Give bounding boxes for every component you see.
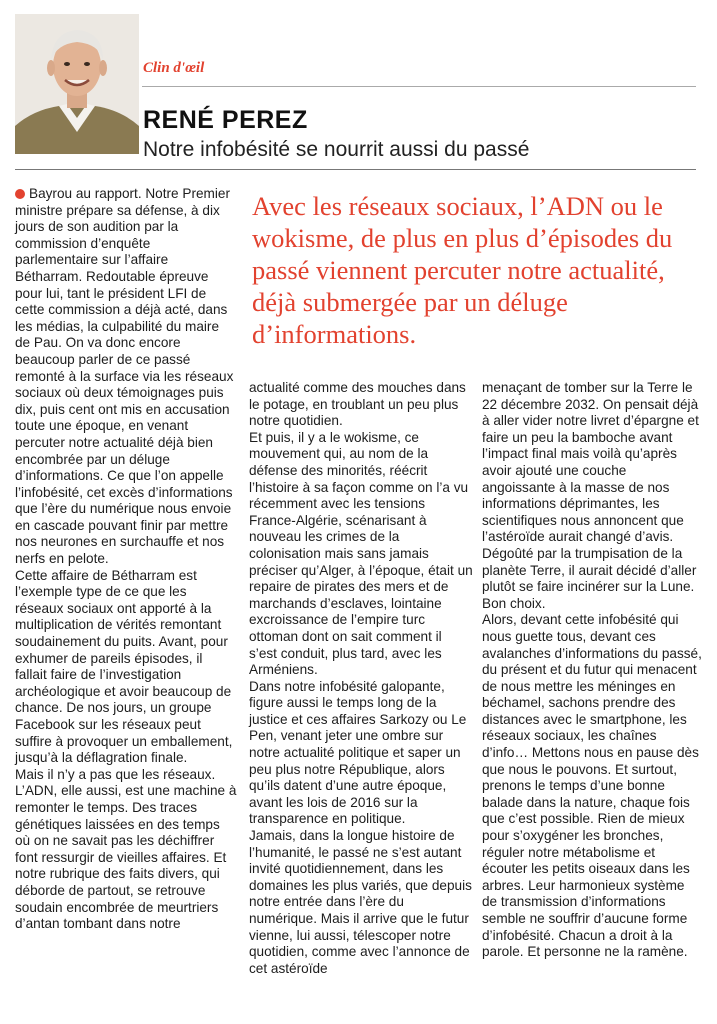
- paragraph-text: Bayrou au rapport. Notre Premier ministre prépare sa défense, à dix jours de son audition par la commission d’enquête parlementaire sur l’affaire Bétharram. Redoutable épreuve pour lui, tant le président LFI de cette commission a déjà acté, dans les médias, la culpabilité du maire de Pau. On va donc encore beaucoup parler de ce passé remonté à la surface via les réseaux sociaux où deux témoignages puis dix, puis cent ont mis en accusation toute une époque, en venant percuter notre actualité déjà bien encombrée par un déluge d’informations. Ce que l’on appelle l’infobésité, cet excès d’informations que l’ère du numérique nous envoie en cascade pouvant finir par mettre nos neurones en surchauffe et nos nerfs en pelote.: [15, 186, 234, 567]
- section-divider: [15, 169, 696, 170]
- article-headline: Notre infobésité se nourrit aussi du passé: [143, 138, 530, 161]
- bullet-dot-icon: [15, 189, 25, 199]
- pull-quote: Avec les réseaux sociaux, l’ADN ou le wokisme, de plus en plus d’épisodes du passé viennent percuter notre actualité, déjà submergée par un déluge d’informations.: [252, 191, 673, 349]
- paragraph: [15, 186, 237, 568]
- paragraph: Dans notre infobésité galopante, figure aussi le temps long de la justice et ces affaires Sarkozy ou Le Pen, venant jeter une ombre sur notre actualité politique et saper un peu plus notre République, alors qu’ils datent d’une autre époque, avant les lois de 2016 sur la transparence en politique.: [249, 678, 467, 827]
- paragraph: Mais il n’y a pas que les réseaux. L’ADN, elle aussi, est une machine à remonter le temps. Des traces génétiques laissées en des temps où on ne savait pas les déchiffrer font ressurgir de vieilles affaires. Et notre rubrique des faits divers, qui déborde de partout, se retrouve soudain encombrée de meurtriers d’antan tombant dans notre: [15, 766, 237, 932]
- article-column-1: [15, 186, 237, 933]
- section-tag: Clin d'œil: [143, 60, 205, 76]
- paragraph: actualité comme des mouches dans le potage, en troublant un peu plus notre quotidien.: [249, 380, 466, 429]
- article-column-2: [249, 380, 473, 977]
- paragraph: Jamais, dans la longue histoire de l’humanité, le passé ne s’est autant invité quotidiennement, dans les domaines les plus variés, que depuis notre entrée dans l’ère du numérique. Mais il arrive que le futur vienne, lui aussi, télescoper notre quotidien, comme avec l’annonce de cet astéroïde: [249, 828, 472, 976]
- paragraph: menaçant de tomber sur la Terre le 22 décembre 2032. On pensait déjà à aller vider notre livret d’épargne et faire un peu la bamboche avant l’impact final mais voilà qu’après avoir ajouté une couche angoissante à la masse de nos informations déprimantes, les scientifiques nous annoncent que l’astéroïde aurait changé d’avis. Dégoûté par la trumpisation de la planète Terre, il aurait décidé d’aller plutôt se faire incinérer sur la Lune. Bon choix.: [482, 380, 699, 611]
- header-divider: [142, 86, 696, 87]
- paragraph: Cette affaire de Bétharram est l’exemple type de ce que les réseaux sociaux ont apporté à la multiplication de vérités remontant soudainement du puits. Avant, pour exhumer de pareils épisodes, il fallait faire de l’investigation archéologique et avoir beaucoup de chance. De nos jours, un groupe Facebook sur les réseaux peut suffire à provoquer un emballement, jusqu’à la déflagration finale.: [15, 567, 233, 766]
- author-photo: [15, 14, 139, 154]
- paragraph: Et puis, il y a le wokisme, ce mouvement qui, au nom de la défense des minorités, réécrit l’histoire à sa façon comme on l’a vu récemment avec les tensions France-Algérie, scénarisant à nouveau les crimes de la colonisation mais sans jamais préciser qu’Alger, à l’époque, était un repaire de pirates des mers et de marchands d’esclaves, lointaine excroissance de l’empire turc ottoman dont on sait comment il s’est conduit, plus tard, avec les Arméniens.: [249, 429, 473, 678]
- article-column-3: [482, 380, 702, 961]
- author-name: RENÉ PEREZ: [143, 106, 308, 134]
- paragraph: Alors, devant cette infobésité qui nous guette tous, devant ces avalanches d’informations du passé, du présent et du futur qui menacent de nous mettre les méninges en béchamel, sachons prendre des distances avec le smartphone, les réseaux sociaux, les chaînes d’info… Mettons nous en pause dès que nous le pouvons. Et surtout, prenons le temps d’une bonne balade dans la nature, chaque fois que c’est possible. Rien de mieux pour s’oxygéner les bronches, réguler notre métabolisme et écouter les petits oiseaux dans les arbres. Leur harmonieux système de transmission d’informations semble ne souffrir d’aucune forme d’infobésité. Chacun a droit à la parole. Et personne ne la ramène.: [482, 612, 702, 960]
